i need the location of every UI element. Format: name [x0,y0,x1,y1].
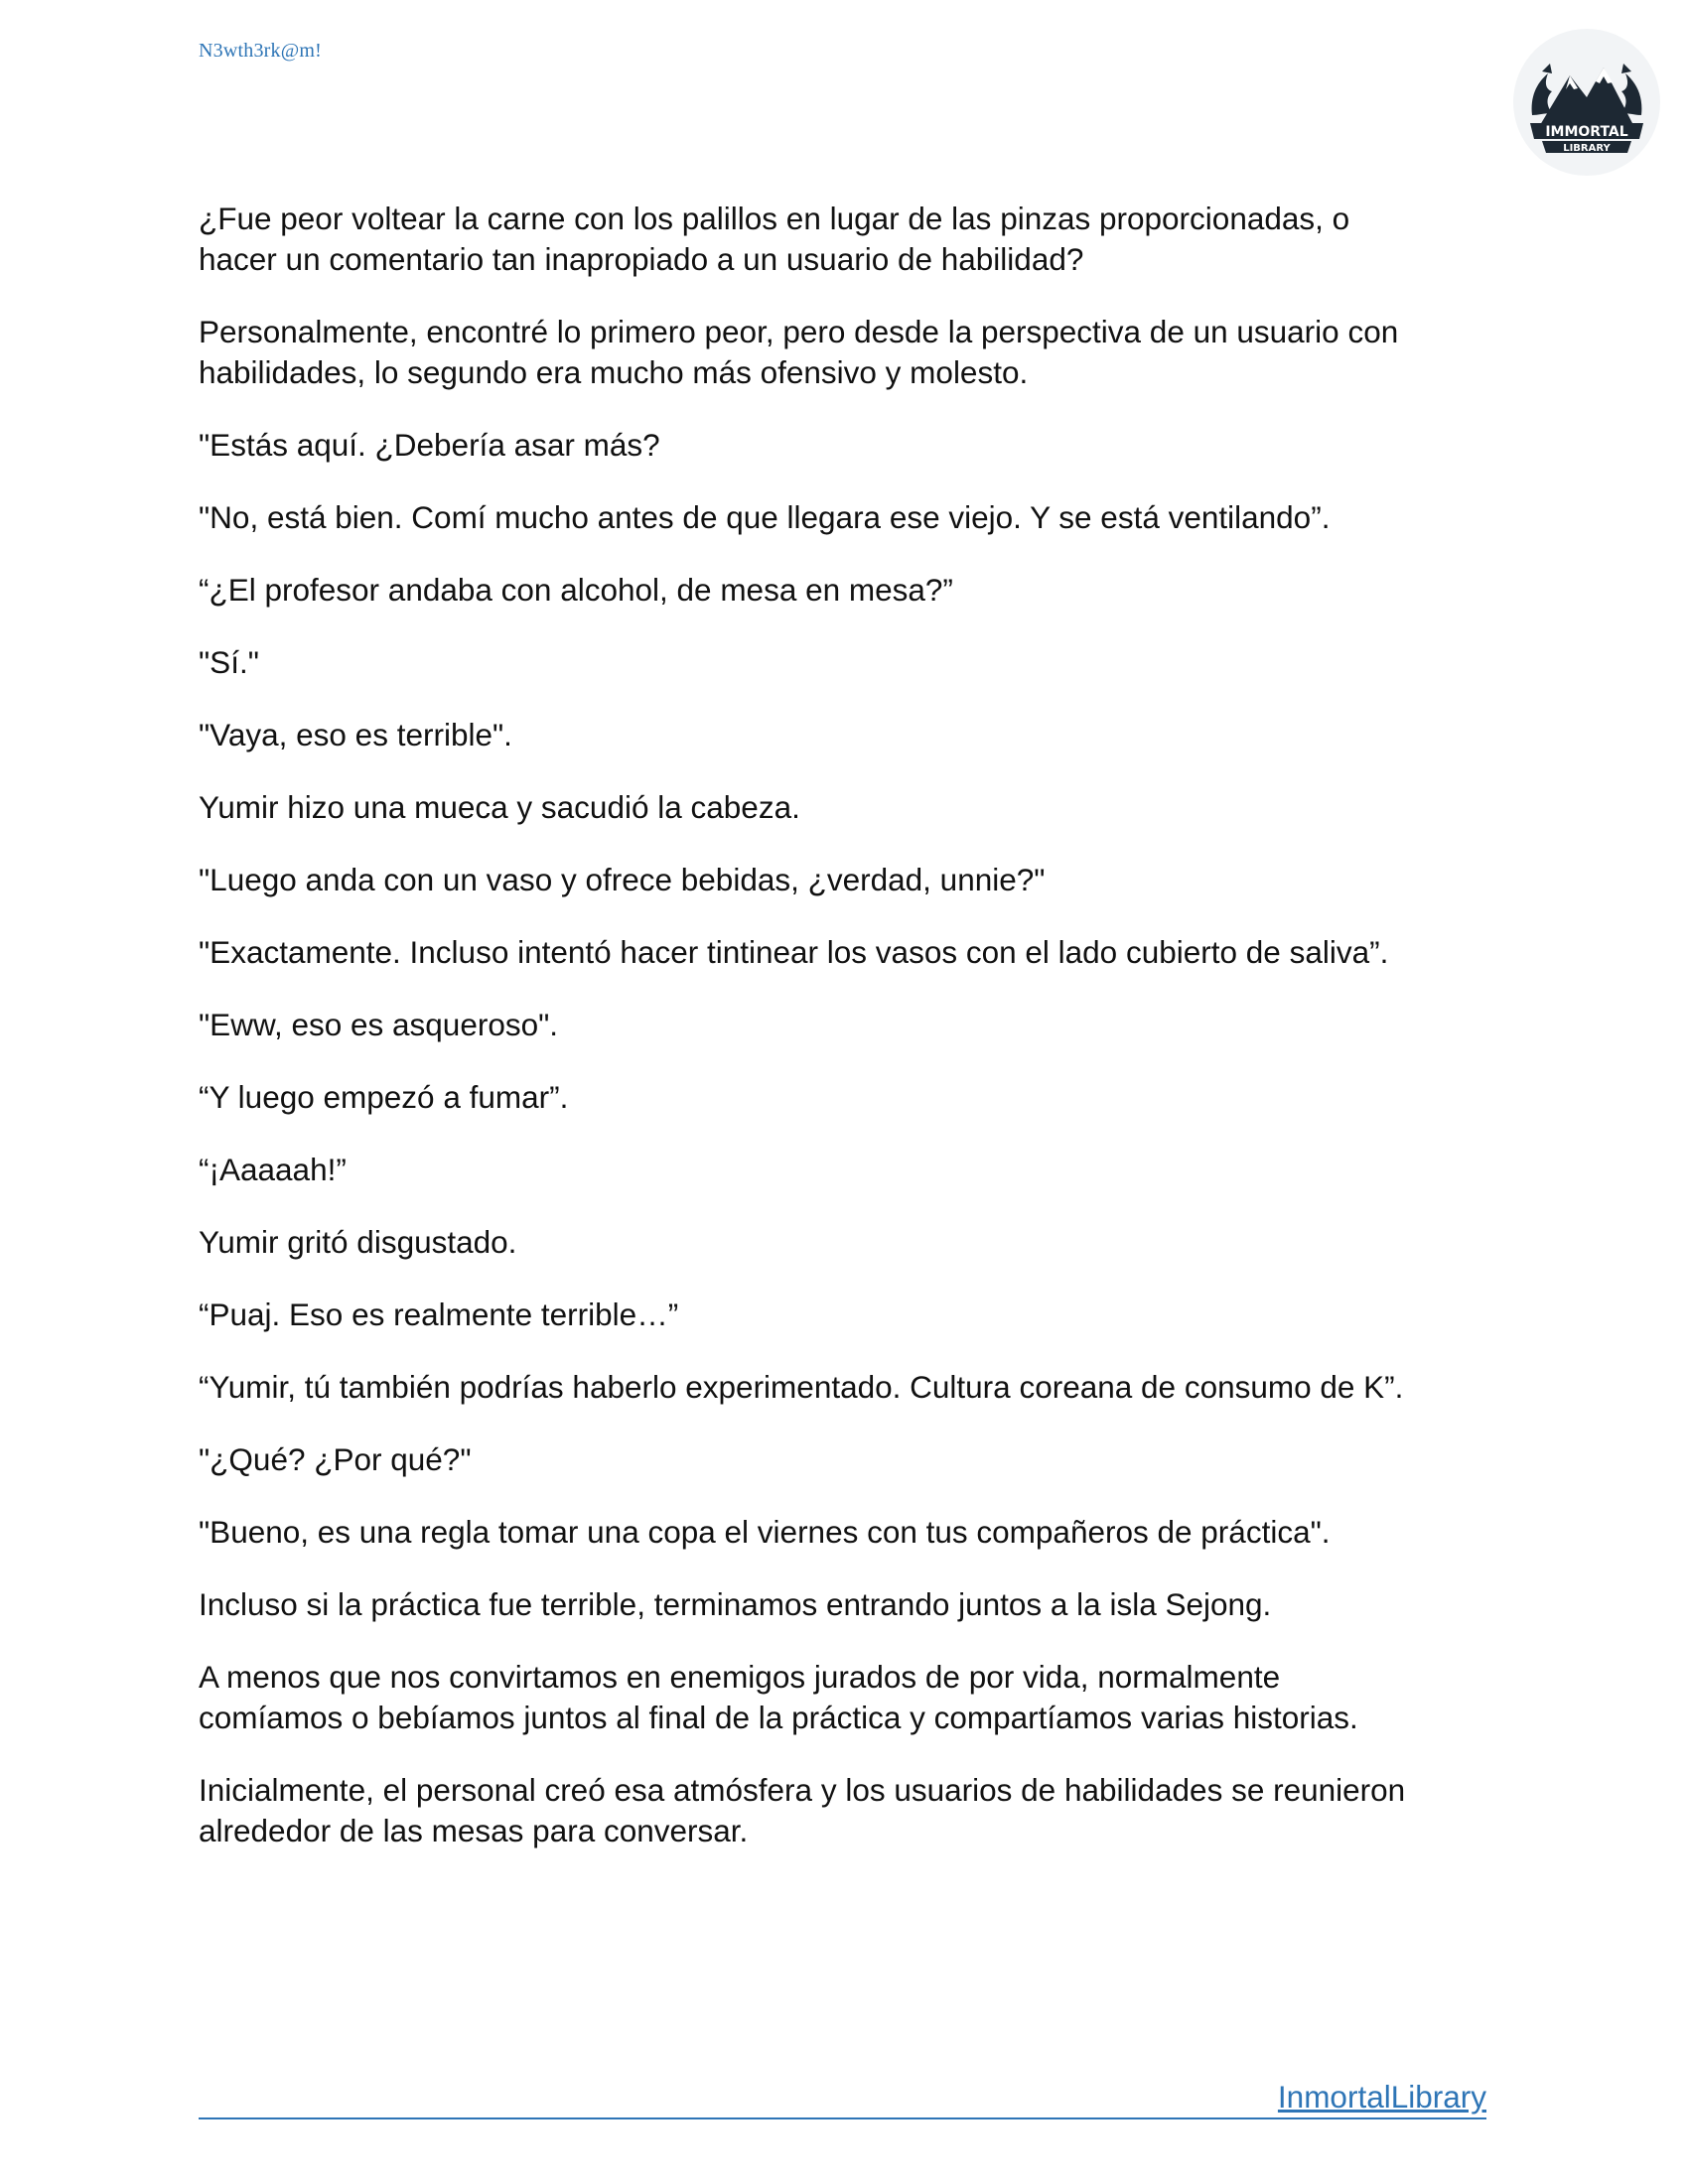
paragraph: “Puaj. Eso es realmente terrible…” [199,1297,679,1332]
paragraph: Yumir gritó disgustado. [199,1224,517,1260]
paragraph: "Sí." [199,644,259,680]
paragraph: Incluso si la práctica fue terrible, terminamos entrando juntos a la isla Sejong. [199,1586,1272,1622]
paragraph: "No, está bien. Comí mucho antes de que llegara ese viejo. Y se está ventilando”. [199,499,1331,535]
paragraph: "Luego anda con un vaso y ofrece bebidas, ¿verdad, unnie?" [199,862,1046,897]
paragraph: "Vaya, eso es terrible". [199,717,512,752]
footer-rule [199,2079,1486,2119]
footer-link[interactable]: InmortalLibrary [1277,2079,1486,2115]
paragraph: Yumir hizo una mueca y sacudió la cabeza. [199,789,800,825]
paragraph: “¡Aaaaah!” [199,1152,347,1187]
paragraph: ¿Fue peor voltear la carne con los palillos en lugar de las pinzas proporcionadas, o hacer un comentario tan inapropiado a un usuario de habilidad? [199,201,1350,277]
paragraph: "¿Qué? ¿Por qué?" [199,1441,472,1477]
logo-line2: LIBRARY [1563,143,1611,154]
paragraph: "Bueno, es una regla tomar una copa el viernes con tus compañeros de práctica". [199,1514,1331,1550]
paragraph: Personalmente, encontré lo primero peor, pero desde la perspectiva de un usuario con habilidades, lo segundo era mucho más ofensivo y molesto. [199,314,1399,390]
document-body [199,199,1489,1883]
paragraph: "Exactamente. Incluso intentó hacer tintinear los vasos con el lado cubierto de saliva”. [199,934,1389,970]
paragraph: “¿El profesor andaba con alcohol, de mesa en mesa?” [199,572,953,608]
paragraph: Inicialmente, el personal creó esa atmósfera y los usuarios de habilidades se reunieron alrededor de las mesas para conversar. [199,1772,1406,1848]
paragraph: “Y luego empezó a fumar”. [199,1079,569,1115]
paragraph: “Yumir, tú también podrías haberlo experimentado. Cultura coreana de consumo de K”. [199,1369,1404,1405]
watermark-text: N3wth3rk@m! [199,40,322,62]
paragraph: "Estás aquí. ¿Debería asar más? [199,427,660,463]
paragraph: "Eww, eso es asqueroso". [199,1007,559,1042]
logo-line1: IMMORTAL [1545,124,1628,140]
paragraph: A menos que nos convirtamos en enemigos jurados de por vida, normalmente comíamos o bebíamos juntos al final de la práctica y compartíamos varias historias. [199,1659,1358,1735]
immortal-library-logo-icon [1512,28,1661,177]
